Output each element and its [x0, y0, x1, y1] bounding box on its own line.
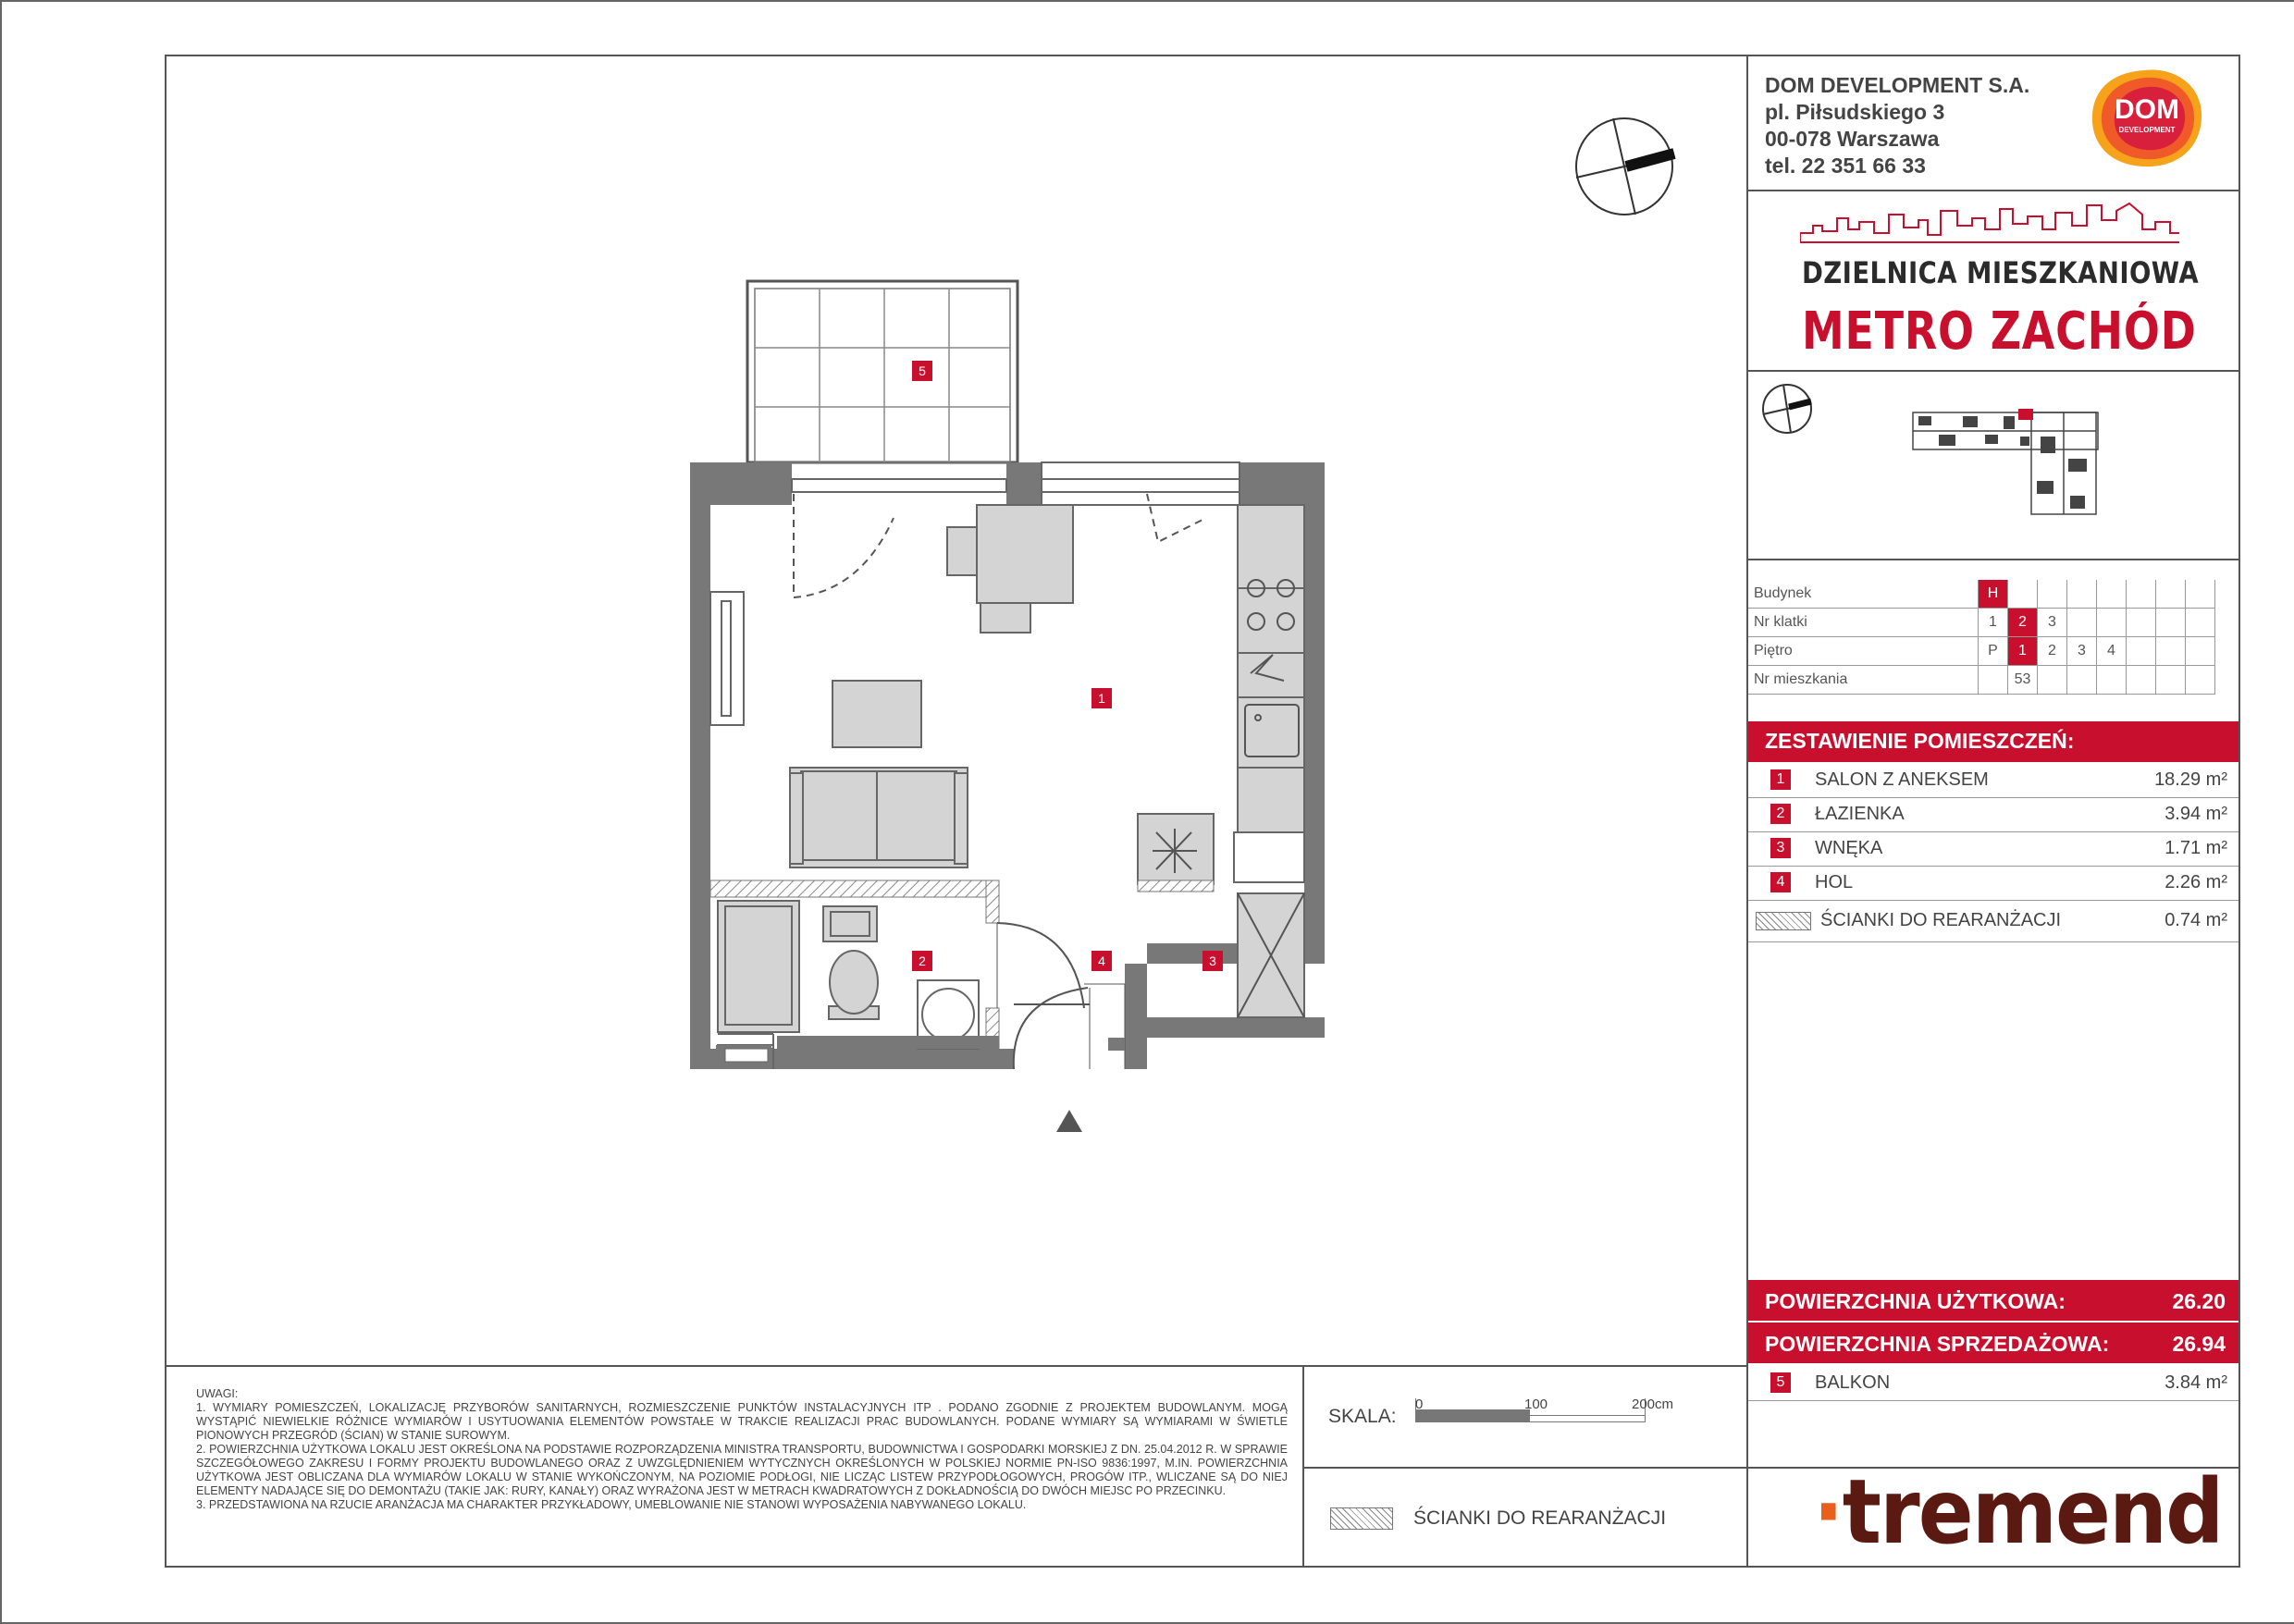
logo-text-dom: DOM: [2115, 94, 2179, 125]
room-name: SALON Z ANEKSEM: [1815, 769, 1989, 790]
rooms-title: ZESTAWIENIE POMIESZCZEŃ:: [1765, 729, 2075, 753]
company-address: [1765, 72, 2029, 179]
room-area: 3.94 m²: [2164, 804, 2227, 824]
floor-plan: [684, 277, 1332, 1151]
info-row-building: [1748, 580, 2215, 609]
sale-area-label: POWIERZCHNIA SPRZEDAŻOWA:: [1765, 1332, 2110, 1356]
room-area: 2.26 m²: [2164, 872, 2227, 892]
partitions-name: ŚCIANKI DO REARANŻACJI: [1820, 910, 2062, 930]
scale-label: SKALA:: [1328, 1406, 1397, 1427]
info-cell: 1: [1979, 609, 2008, 637]
info-row-floor: [1748, 637, 2215, 666]
info-row-apartment: [1748, 666, 2215, 695]
room-name: WNĘKA: [1815, 838, 1883, 858]
info-label: Budynek: [1748, 580, 1979, 609]
panel-line: [1746, 559, 2240, 560]
room-area: 3.84 m²: [2164, 1372, 2227, 1393]
info-row-staircase: [1748, 609, 2215, 637]
project-line-2: METRO ZACHÓD: [1802, 301, 2197, 362]
room-row: [1748, 867, 2238, 901]
tremend-dot: ·: [1813, 1460, 1843, 1564]
skyline-icon: [1800, 202, 2179, 249]
company-name: DOM DEVELOPMENT S.A.: [1765, 73, 2030, 97]
info-cell: 3: [2067, 637, 2097, 666]
scale-tick-0: 0: [1415, 1396, 1424, 1412]
room-row: [1748, 764, 2238, 798]
plan-label-bathroom: 2: [919, 953, 926, 968]
sale-area-bar: [1748, 1323, 2238, 1363]
room-area: 18.29 m²: [2154, 769, 2227, 790]
plan-label-balcony: 5: [919, 363, 926, 378]
scale-bar-filled: [1415, 1409, 1530, 1422]
key-plan-compass-icon: [1759, 381, 1815, 441]
room-name: HOL: [1815, 872, 1854, 892]
company-street: pl. Piłsudskiego 3: [1765, 100, 1945, 124]
company-phone: tel. 22 351 66 33: [1765, 154, 1926, 178]
building-key-plan: [1911, 403, 2133, 528]
room-number-badge: 1: [1770, 769, 1791, 790]
partitions-row: [1748, 901, 2238, 942]
footer-top-line: [165, 1365, 1748, 1367]
room-name: BALKON: [1815, 1372, 1891, 1393]
plan-label-alcove: 3: [1209, 953, 1216, 968]
note-3: 3. PRZEDSTAWIONA NA RZUCIE ARANŻACJA MA CHARAKTER PRZYKŁADOWY, UMEBLOWANIE NIE STANOWI WYPOSAŻENIA NABYWANEGO LOKALU.: [196, 1498, 1027, 1511]
legend-hatch-icon: [1330, 1507, 1393, 1530]
tremend-logo: [1813, 1460, 2223, 1564]
room-row: [1748, 832, 2238, 867]
scale-legend-divider: [1302, 1467, 1748, 1469]
info-cell: 4: [2097, 637, 2127, 666]
room-number-badge: 2: [1770, 804, 1791, 824]
info-cell: 2: [2008, 609, 2038, 637]
notes: [196, 1387, 1288, 1512]
panel-line: [1746, 190, 2240, 191]
scale-tick-100: 100: [1524, 1396, 1548, 1412]
usable-area-bar: [1748, 1280, 2238, 1321]
info-cell: 53: [2008, 666, 2038, 695]
panel-line: [1746, 370, 2240, 372]
usable-area-label: POWIERZCHNIA UŻYTKOWA:: [1765, 1289, 2066, 1313]
plan-label-living: 1: [1098, 691, 1105, 706]
tremend-text: tremend: [1842, 1460, 2223, 1564]
scale-tick-200: 200cm: [1632, 1396, 1674, 1412]
north-compass-icon: [1572, 115, 1676, 223]
project-line-1: DZIELNICA MIESZKANIOWA: [1802, 255, 2200, 290]
scale-bar-empty: [1530, 1415, 1646, 1422]
balcony-outline: [747, 281, 1018, 462]
room-number-badge: 4: [1770, 872, 1791, 892]
info-cell: H: [1979, 580, 2008, 609]
partitions-area: 0.74 m²: [2164, 910, 2227, 930]
info-label: Nr mieszkania: [1748, 666, 1979, 695]
apartment-info-table: [1748, 580, 2215, 695]
info-cell: 2: [2038, 637, 2067, 666]
room-row: [1748, 798, 2238, 832]
note-2: 2. POWIERZCHNIA UŻYTKOWA LOKALU JEST OKREŚLONA NA PODSTAWIE ROZPORZĄDZENIA MINISTRA TRANSPORTU, BUDOWNICTWA I GOSPODARKI MORSKIEJ Z DN. 25.04.2012 R. W SPRAWIE SZCZEGÓŁOWEGO ZAKRESU I FORMY PROJEKTU BUDOWLANEGO ORAZ Z UWZGLĘDNIENIEM WYTYCZNYCH OKREŚLONYCH W POLSKIEJ NORMIE PN-ISO 9836:1997, M.IN. POWIERZCHNIA UŻYTKOWA JEST OBLICZANA DLA WYMIARÓW LOKALU W STANIE WYKOŃCZONYM, NA POZIOMIE PODŁOGI, NIE LICZĄC LISTEW PRZYPODŁOGOWYCH, PROGÓW ITP., WLICZANE SĄ DO NIEJ ELEMENTY NADAJĄCE SIĘ DO DEMONTAŻU (TAKIE JAK: RURY, KANAŁY) ORAZ WYRAŻONA JEST W METRACH KWADRATOWYCH Z DOKŁADNOŚCIĄ DO DWÓCH MIEJSC PO PRZECINKU.: [196, 1443, 1288, 1497]
note-1: 1. WYMIARY POMIESZCZEŃ, LOKALIZACJĘ PRZYBORÓW SANITARNYCH, ROZMIESZCZENIE PUNKTÓW INSTALACYJNYCH ITP . PODANO ZGODNIE Z PROJEKTEM BUDOWLANYM. MOGĄ WYSTĄPIĆ NIEWIELKIE RÓŻNICE WYMIARÓW I USYTUOWANIA ELEMENTÓW POWSTAŁE W TRAKCIE REALIZACJI PRAC BUDOWLANYCH. PODANE WYMIARY SĄ WYMIARAMI W ŚWIETLE PIONOWYCH PRZEGRÓD (ŚCIAN) W STANIE SUROWYM.: [196, 1401, 1288, 1442]
dom-development-logo: [2089, 67, 2205, 170]
logo-text-development: DEVELOPMENT: [2118, 126, 2176, 134]
room-area: 1.71 m²: [2164, 838, 2227, 858]
info-label: Nr klatki: [1748, 609, 1979, 637]
notes-title: UWAGI:: [196, 1387, 239, 1400]
company-city: 00-078 Warszawa: [1765, 127, 1940, 151]
info-cell: [1979, 666, 2008, 695]
room-name: ŁAZIENKA: [1815, 804, 1905, 824]
balcony-row: [1748, 1367, 2238, 1401]
plan-label-hall: 4: [1098, 953, 1105, 968]
rooms-header: [1748, 721, 2238, 762]
legend-label: ŚCIANKI DO REARANŻACJI: [1413, 1507, 1667, 1529]
sale-area-value: 26.94: [2172, 1332, 2226, 1356]
info-label: Piętro: [1748, 637, 1979, 666]
info-cell: 1: [2008, 637, 2038, 666]
info-cell: 3: [2038, 609, 2067, 637]
info-cell: P: [1979, 637, 2008, 666]
room-number-badge: 3: [1770, 838, 1791, 858]
hatch-swatch-icon: [1756, 912, 1811, 930]
usable-area-value: 26.20: [2172, 1289, 2226, 1313]
room-number-badge: 5: [1770, 1372, 1791, 1393]
